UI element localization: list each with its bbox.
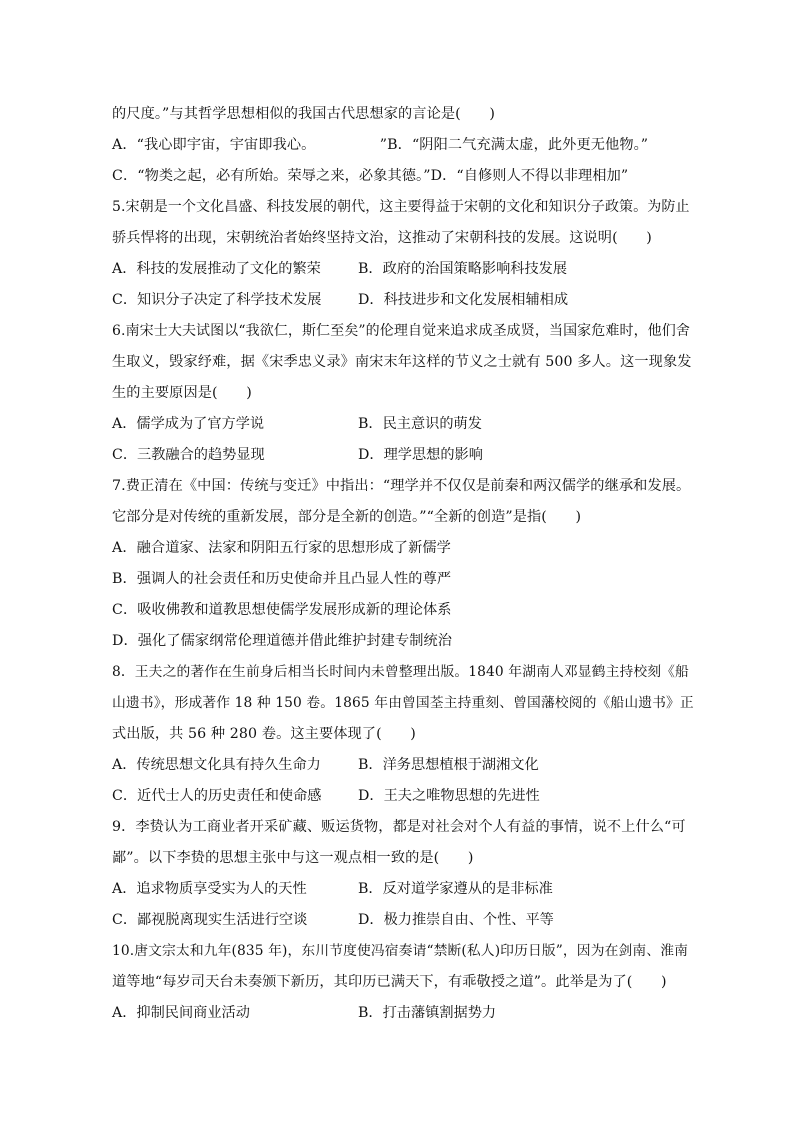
q4-stem-tail: 的尺度。”与其哲学思想相似的我国古代思想家的言论是( ) <box>112 106 495 122</box>
q5-option-d: D．科技进步和文化发展相辅相成 <box>358 292 569 308</box>
q7-option-d: D．强化了儒家纲常伦理道德并借此维护封建专制统治 <box>112 633 453 649</box>
q8-stem-line-2: 山遗书》，形成著作 18 种 150 卷。1865 年由曾国荃主持重刻、曾国藩校阅的《船山遗书》正 <box>112 695 694 711</box>
q9-option-c: C．鄙视脱离现实生活进行空谈 <box>112 912 308 928</box>
q8-option-c: C．近代士人的历史责任和使命感 <box>112 788 322 804</box>
q5-option-b: B．政府的治国策略影响科技发展 <box>358 261 568 277</box>
q8-option-a: A．传统思想文化具有持久生命力 <box>112 757 321 773</box>
q8-stem-line-1: 8．王夫之的著作在生前身后相当长时间内未曾整理出版。1840 年湖南人邓显鹤主持校刻《船 <box>112 664 689 680</box>
q8-option-b: B．洋务思想植根于湖湘文化 <box>358 757 539 773</box>
q8-stem-line-3: 式出版，共 56 种 280 卷。这主要体现了( ) <box>112 726 416 742</box>
q6-option-a: A．儒学成为了官方学说 <box>112 416 265 432</box>
q9-option-d: D．极力推崇自由、个性、平等 <box>358 912 554 928</box>
q9-stem-line-1: 9．李贽认为工商业者开采矿藏、贩运货物，都是对社会对个人有益的事情，说不上什么“可 <box>112 819 686 835</box>
q7-option-c: C．吸收佛教和道教思想使儒学发展形成新的理论体系 <box>112 602 452 618</box>
q4-option-cd: C．“物类之起，必有所始。荣辱之来，必象其德。”D．“自修则人不得以非理相加” <box>112 168 629 184</box>
q6-option-c: C．三教融合的趋势显现 <box>112 447 265 463</box>
q10-option-a: A．抑制民间商业活动 <box>112 1005 250 1021</box>
q9-option-b: B．反对道学家遵从的是非标准 <box>358 881 553 897</box>
q9-option-a: A．追求物质享受实为人的天性 <box>112 881 307 897</box>
q7-stem-line-2: 它部分是对传统的重新发展，部分是全新的创造。”“全新的创造”是指( ) <box>112 509 582 525</box>
q5-option-a: A．科技的发展推动了文化的繁荣 <box>112 261 321 277</box>
q6-stem-line-2: 生取义，毁家纾难，据《宋季忠义录》南宋末年这样的节义之士就有 500 多人。这一现象发 <box>112 354 692 370</box>
q8-option-d: D．王夫之唯物思想的先进性 <box>358 788 540 804</box>
q10-stem-line-2: 道等地“每岁司天台未奏颁下新历，其印历已满天下，有乖敬授之道”。此举是为了( ) <box>112 974 667 990</box>
q6-option-d: D．理学思想的影响 <box>358 447 483 463</box>
q7-option-a: A．融合道家、法家和阴阳五行家的思想形成了新儒学 <box>112 540 451 556</box>
q4-option-ab: A．“我心即宇宙，宇宙即我心。 ”B．“阴阳二气充满太虚，此外更无他物。” <box>112 137 649 153</box>
q6-stem-line-3: 生的主要原因是( ) <box>112 385 252 401</box>
q10-option-b: B．打击藩镇割据势力 <box>358 1005 497 1021</box>
q7-stem-line-1: 7.费正清在《中国：传统与变迁》中指出：“理学并不仅仅是前秦和两汉儒学的继承和发展。 <box>112 478 691 494</box>
q6-stem-line-1: 6.南宋士大夫试图以“我欲仁，斯仁至矣”的伦理自觉来追求成圣成贤，当国家危难时，他们舍 <box>112 323 690 339</box>
q6-option-b: B．民主意识的萌发 <box>358 416 482 432</box>
q10-stem-line-1: 10.唐文宗太和九年(835 年)，东川节度使冯宿奏请“禁断(私人)印历日版”，因为在剑南、淮南 <box>112 943 688 959</box>
q5-stem-line-1: 5.宋朝是一个文化昌盛、科技发展的朝代，这主要得益于宋朝的文化和知识分子政策。为防止 <box>112 199 690 215</box>
q5-option-c: C．知识分子决定了科学技术发展 <box>112 292 322 308</box>
q5-stem-line-2: 骄兵悍将的出现，宋朝统治者始终坚持文治，这推动了宋朝科技的发展。这说明( ) <box>112 230 652 246</box>
q9-stem-line-2: 鄙”。以下李贽的思想主张中与这一观点相一致的是( ) <box>112 850 474 866</box>
q7-option-b: B．强调人的社会责任和历史使命并且凸显人性的尊严 <box>112 571 452 587</box>
